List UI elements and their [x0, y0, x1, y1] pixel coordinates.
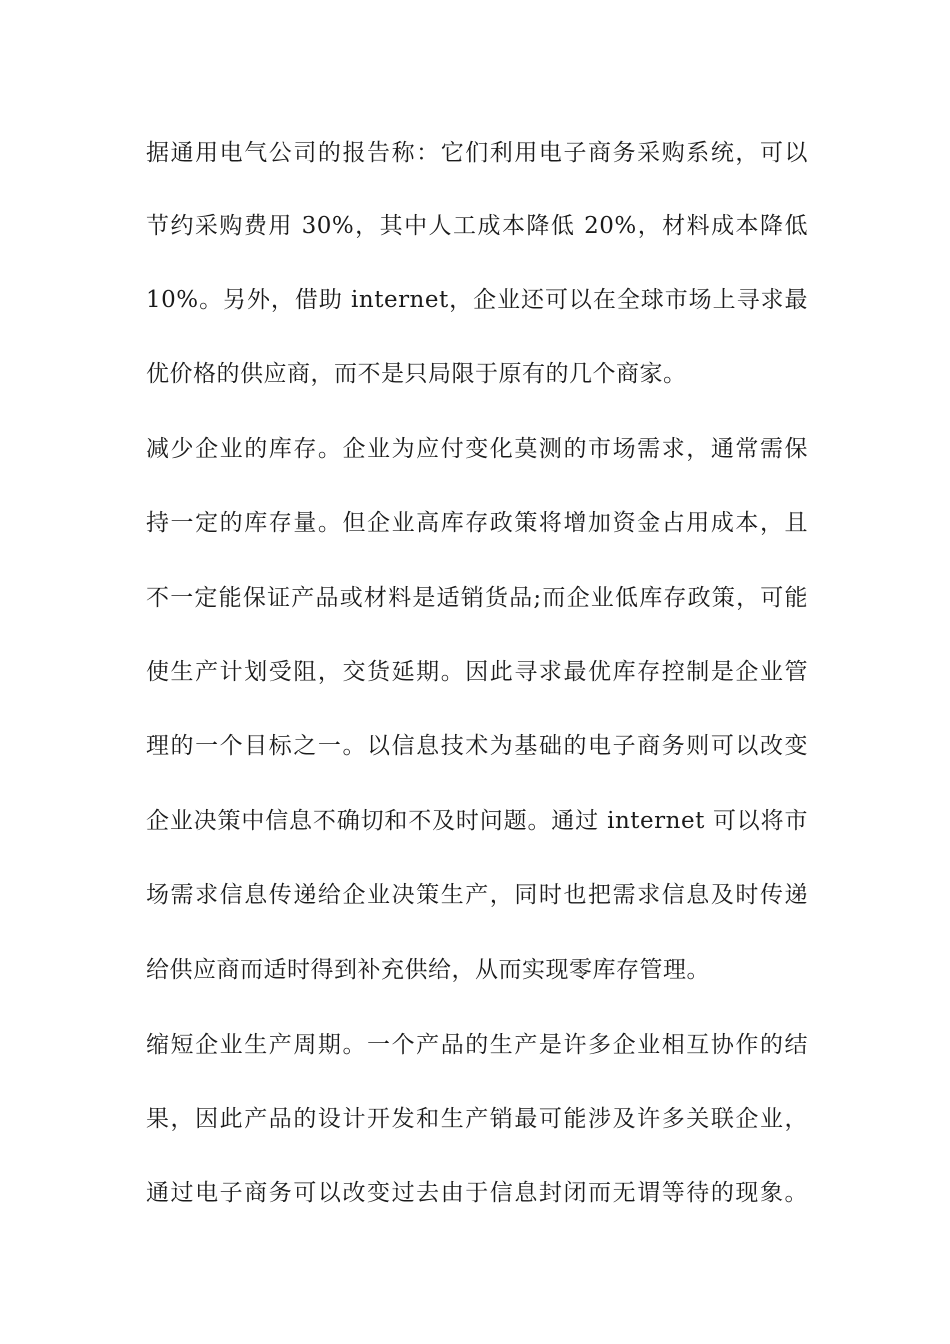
text-line: 不一定能保证产品或材料是适销货品;而企业低库存政策，可能 — [146, 585, 808, 611]
text-line: 果，因此产品的设计开发和生产销最可能涉及许多关联企业， — [146, 1106, 808, 1132]
text-line: 使生产计划受阻，交货延期。因此寻求最优库存控制是企业管 — [146, 659, 808, 685]
text-line: 通过电子商务可以改变过去由于信息封闭而无谓等待的现象。 — [146, 1180, 808, 1206]
text-line: 场需求信息传递给企业决策生产，同时也把需求信息及时传递 — [146, 882, 808, 908]
text-line: 持一定的库存量。但企业高库存政策将增加资金占用成本，且 — [146, 510, 808, 536]
text-line: 企业决策中信息不确切和不及时问题。通过 internet 可以将市 — [146, 808, 808, 834]
text-line: 据通用电气公司的报告称：它们利用电子商务采购系统，可以 — [146, 140, 808, 166]
text-line: 减少企业的库存。企业为应付变化莫测的市场需求，通常需保 — [146, 436, 808, 462]
text-line: 缩短企业生产周期。一个产品的生产是许多企业相互协作的结 — [146, 1032, 808, 1058]
text-line: 优价格的供应商，而不是只局限于原有的几个商家。 — [146, 361, 687, 387]
text-line: 理的一个目标之一。以信息技术为基础的电子商务则可以改变 — [146, 733, 808, 759]
text-line: 给供应商而适时得到补充供给，从而实现零库存管理。 — [146, 957, 710, 983]
text-line: 节约采购费用 30%，其中人工成本降低 20%，材料成本降低 — [146, 213, 808, 239]
text-line: 10%。另外，借助 internet，企业还可以在全球市场上寻求最 — [146, 287, 808, 313]
